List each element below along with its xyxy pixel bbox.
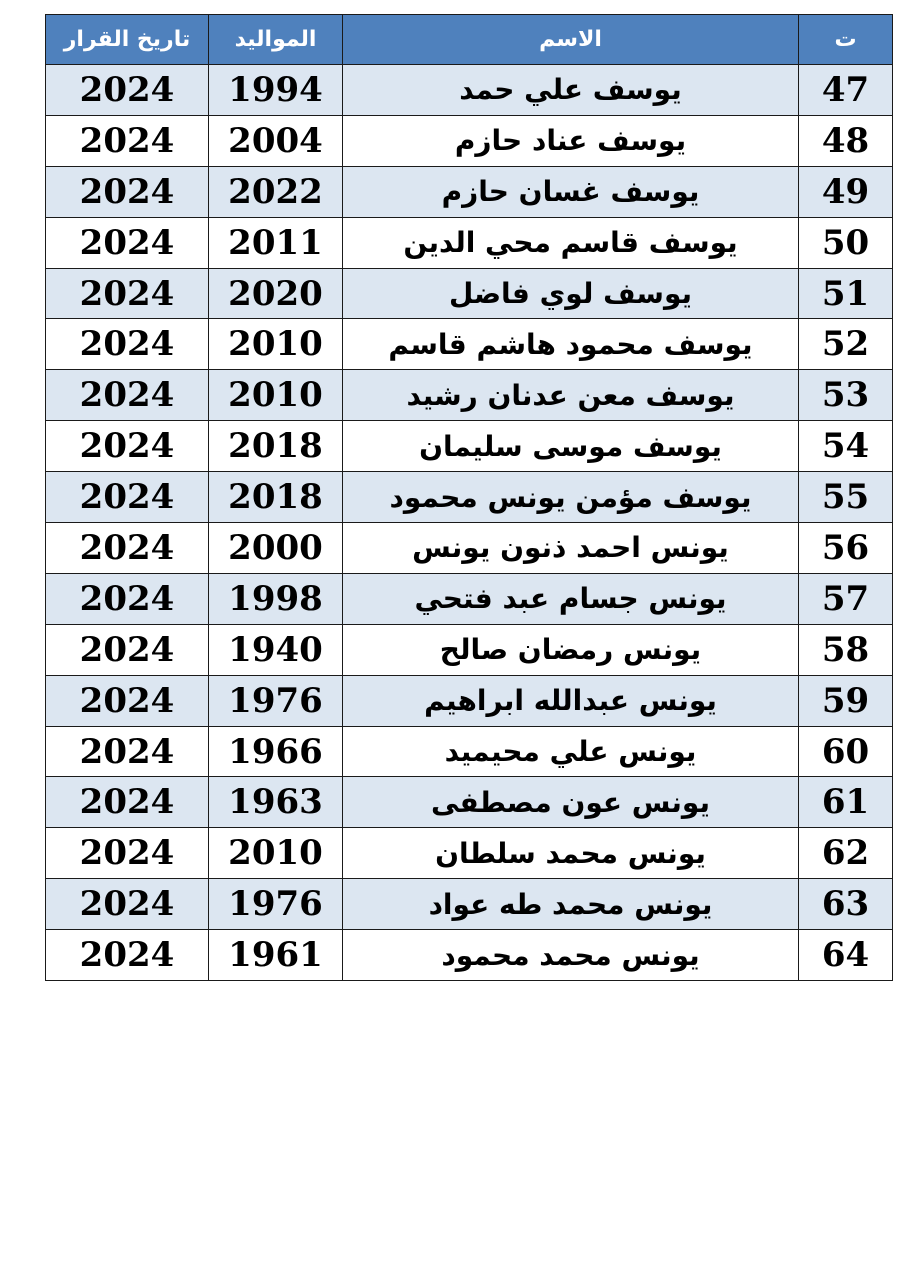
table-row [46,573,893,624]
row-decision-date: 2024 [46,166,209,217]
row-number: 63 [799,879,893,930]
row-number: 54 [799,421,893,472]
row-birth: 1994 [209,65,343,116]
table-row [46,828,893,879]
row-birth: 1940 [209,624,343,675]
row-number: 49 [799,166,893,217]
table-row [46,268,893,319]
records-table [45,14,893,981]
header-number: ت [799,15,893,65]
row-number: 56 [799,523,893,574]
row-name: يوسف محمود هاشم قاسم [343,319,799,370]
row-number: 60 [799,726,893,777]
table-row [46,523,893,574]
row-name: يوسف معن عدنان رشيد [343,370,799,421]
table-row [46,65,893,116]
table-row [46,675,893,726]
table-row [46,217,893,268]
header-birth: المواليد [209,15,343,65]
row-decision-date: 2024 [46,930,209,981]
row-birth: 2010 [209,319,343,370]
header-name: الاسم [343,15,799,65]
row-decision-date: 2024 [46,777,209,828]
table-row [46,777,893,828]
row-birth: 2018 [209,472,343,523]
row-decision-date: 2024 [46,268,209,319]
table-row [46,166,893,217]
table-row [46,370,893,421]
row-decision-date: 2024 [46,573,209,624]
row-decision-date: 2024 [46,523,209,574]
row-decision-date: 2024 [46,879,209,930]
row-name: يونس احمد ذنون يونس [343,523,799,574]
row-name: يونس محمد طه عواد [343,879,799,930]
row-birth: 2010 [209,370,343,421]
row-birth: 1961 [209,930,343,981]
row-number: 50 [799,217,893,268]
row-number: 53 [799,370,893,421]
row-birth: 1998 [209,573,343,624]
row-decision-date: 2024 [46,115,209,166]
row-number: 59 [799,675,893,726]
row-name: يوسف مؤمن يونس محمود [343,472,799,523]
row-number: 58 [799,624,893,675]
row-name: يونس عون مصطفى [343,777,799,828]
table-row [46,930,893,981]
table-row [46,879,893,930]
row-number: 64 [799,930,893,981]
row-birth: 2000 [209,523,343,574]
row-number: 52 [799,319,893,370]
row-number: 55 [799,472,893,523]
row-name: يونس محمد سلطان [343,828,799,879]
row-birth: 1963 [209,777,343,828]
row-decision-date: 2024 [46,675,209,726]
row-number: 57 [799,573,893,624]
table-row [46,726,893,777]
row-number: 61 [799,777,893,828]
row-decision-date: 2024 [46,370,209,421]
row-birth: 1976 [209,675,343,726]
row-name: يوسف قاسم محي الدين [343,217,799,268]
row-birth: 2004 [209,115,343,166]
table-row [46,624,893,675]
row-decision-date: 2024 [46,472,209,523]
row-decision-date: 2024 [46,319,209,370]
row-name: يونس جسام عبد فتحي [343,573,799,624]
header-row [46,15,893,65]
row-decision-date: 2024 [46,217,209,268]
row-birth: 2011 [209,217,343,268]
table-row [46,319,893,370]
row-decision-date: 2024 [46,828,209,879]
row-name: يوسف علي حمد [343,65,799,116]
row-birth: 2022 [209,166,343,217]
row-number: 62 [799,828,893,879]
row-birth: 2010 [209,828,343,879]
row-name: يونس رمضان صالح [343,624,799,675]
row-birth: 1976 [209,879,343,930]
row-name: يونس محمد محمود [343,930,799,981]
row-name: يونس علي محيميد [343,726,799,777]
row-name: يوسف لوي فاضل [343,268,799,319]
row-name: يوسف موسى سليمان [343,421,799,472]
table-row [46,421,893,472]
table-row [46,115,893,166]
row-decision-date: 2024 [46,421,209,472]
header-decision-date: تاريخ القرار [46,15,209,65]
row-name: يوسف غسان حازم [343,166,799,217]
row-decision-date: 2024 [46,624,209,675]
row-birth: 1966 [209,726,343,777]
row-birth: 2020 [209,268,343,319]
row-birth: 2018 [209,421,343,472]
row-number: 48 [799,115,893,166]
row-number: 51 [799,268,893,319]
row-decision-date: 2024 [46,726,209,777]
row-name: يوسف عناد حازم [343,115,799,166]
row-name: يونس عبدالله ابراهيم [343,675,799,726]
row-number: 47 [799,65,893,116]
table-row [46,472,893,523]
row-decision-date: 2024 [46,65,209,116]
